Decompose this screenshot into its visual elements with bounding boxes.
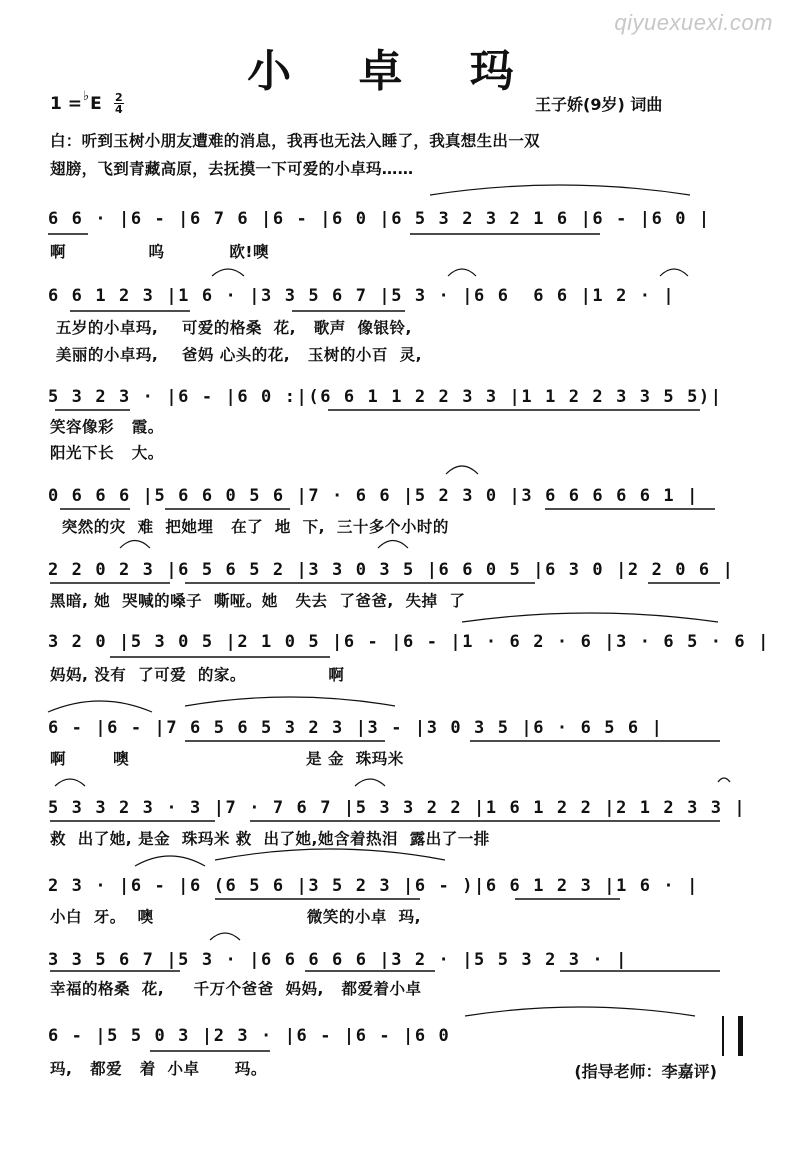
notation-system-6: 3 2 0 |5 3 0 5 |2 1 0 5 |6 - |6 - |1 · 6 2 · 6 |3 · 6 5 · 6 | xyxy=(48,632,770,652)
notation-system-8: 5 3 3 2 3 · 3 |7 · 7 6 7 |5 3 3 2 2 |1 6 1 2 2 |2 1 2 3 3 | xyxy=(48,798,747,818)
lyric-1-a: 啊 呜 欧!噢 xyxy=(50,243,269,261)
slur-mark xyxy=(185,697,395,706)
slur-mark xyxy=(430,185,690,195)
lyric-7-a: 啊 噢 是 金 珠玛米 xyxy=(50,750,404,768)
fermata-mark xyxy=(718,778,730,782)
notation-system-2: 6 6 1 2 3 |1 6 · |3 3 5 6 7 |5 3 · |6 6 6 6 |1 2 · | xyxy=(48,286,676,306)
author-credit: 王子娇(9岁) 词曲 xyxy=(535,95,663,114)
slur-mark xyxy=(660,269,688,276)
instructor-credit: (指导老师：李嘉评) xyxy=(574,1062,717,1081)
slur-mark xyxy=(465,1007,695,1016)
narration-line-2: 翅膀，飞到青藏高原，去抚摸一下可爱的小卓玛…… xyxy=(50,160,414,178)
notation-system-1: 6 6 · |6 - |6 7 6 |6 - |6 0 |6 5 3 2 3 2 1 6 |6 - |6 0 | xyxy=(48,209,711,229)
narration-line-1: 白：听到玉树小朋友遭难的消息，我再也无法入睡了，我真想生出一双 xyxy=(50,132,540,150)
lyric-3-a: 笑容像彩 霞。 xyxy=(50,418,164,436)
notation-system-3: 5 3 2 3 · |6 - |6 0 :|(6 6 1 1 2 2 3 3 |1 1 2 2 3 3 5 5)| xyxy=(48,387,723,407)
lyric-8-a: 救 出了她, 是金 珠玛米 救 出了她,她含着热泪 露出了一排 xyxy=(50,830,490,848)
lyric-2-a: 五岁的小卓玛, 可爱的格桑 花, 歌声 像银铃, xyxy=(50,319,412,337)
slur-mark xyxy=(355,779,385,786)
lyric-5-a: 黑暗, 她 哭喊的嗓子 嘶哑。她 失去 了爸爸, 失掉 了 xyxy=(50,592,466,610)
notation-system-5: 2 2 0 2 3 |6 5 6 5 2 |3 3 0 3 5 |6 6 0 5 |6 3 0 |2 2 0 6 | xyxy=(48,560,735,580)
song-title: 小 卓 玛 xyxy=(247,46,540,97)
slur-mark xyxy=(48,701,152,712)
lyric-3-b: 阳光下长 大。 xyxy=(50,444,164,462)
slur-mark xyxy=(135,856,205,866)
key-note: E xyxy=(90,93,102,114)
lyric-6-a: 妈妈, 没有 了可爱 的家。 啊 xyxy=(50,666,345,684)
slur-mark xyxy=(215,849,445,860)
lyric-9-a: 小白 牙。 噢 微笑的小卓 玛, xyxy=(50,908,422,926)
slur-mark xyxy=(448,269,476,276)
lyric-2-b: 美丽的小卓玛, 爸妈 心头的花, 玉树的小百 灵, xyxy=(50,346,423,364)
site-watermark: qiyuexuexi.com xyxy=(614,10,773,35)
slur-mark xyxy=(462,613,718,622)
slur-mark xyxy=(120,541,150,549)
slur-mark xyxy=(55,779,85,786)
time-top: 2 xyxy=(114,91,123,104)
flat-sign: ♭ xyxy=(83,89,90,104)
key-prefix: 1 = xyxy=(50,93,82,114)
notation-system-11: 6 - |5 5 0 3 |2 3 · |6 - |6 - |6 0 xyxy=(48,1026,463,1046)
slur-mark xyxy=(212,269,244,276)
slur-mark xyxy=(446,466,478,474)
slur-mark xyxy=(210,933,240,940)
notation-system-7: 6 - |6 - |7 6 5 6 5 3 2 3 |3 - |3 0 3 5 |6 · 6 5 6 | xyxy=(48,718,664,738)
lyric-4-a: 突然的灾 难 把她埋 在了 地 下, 三十多个小时的 xyxy=(50,518,449,536)
notation-system-4: 0 6 6 6 |5 6 6 0 5 6 |7 · 6 6 |5 2 3 0 |3 6 6 6 6 6 1 | xyxy=(48,486,699,506)
notation-system-9: 2 3 · |6 - |6 (6 5 6 |3 5 2 3 |6 - )|6 6 1 2 3 |1 6 · | xyxy=(48,876,699,896)
slur-mark xyxy=(378,541,408,549)
time-bottom: 4 xyxy=(114,103,123,116)
notation-system-10: 3 3 5 6 7 |5 3 · |6 6 6 6 6 |3 2 · |5 5 3 2 3 · | xyxy=(48,950,628,970)
lyric-10-a: 幸福的格桑 花, 千万个爸爸 妈妈, 都爱着小卓 xyxy=(50,980,422,998)
lyric-11-a: 玛, 都爱 着 小卓 玛。 xyxy=(50,1060,267,1078)
